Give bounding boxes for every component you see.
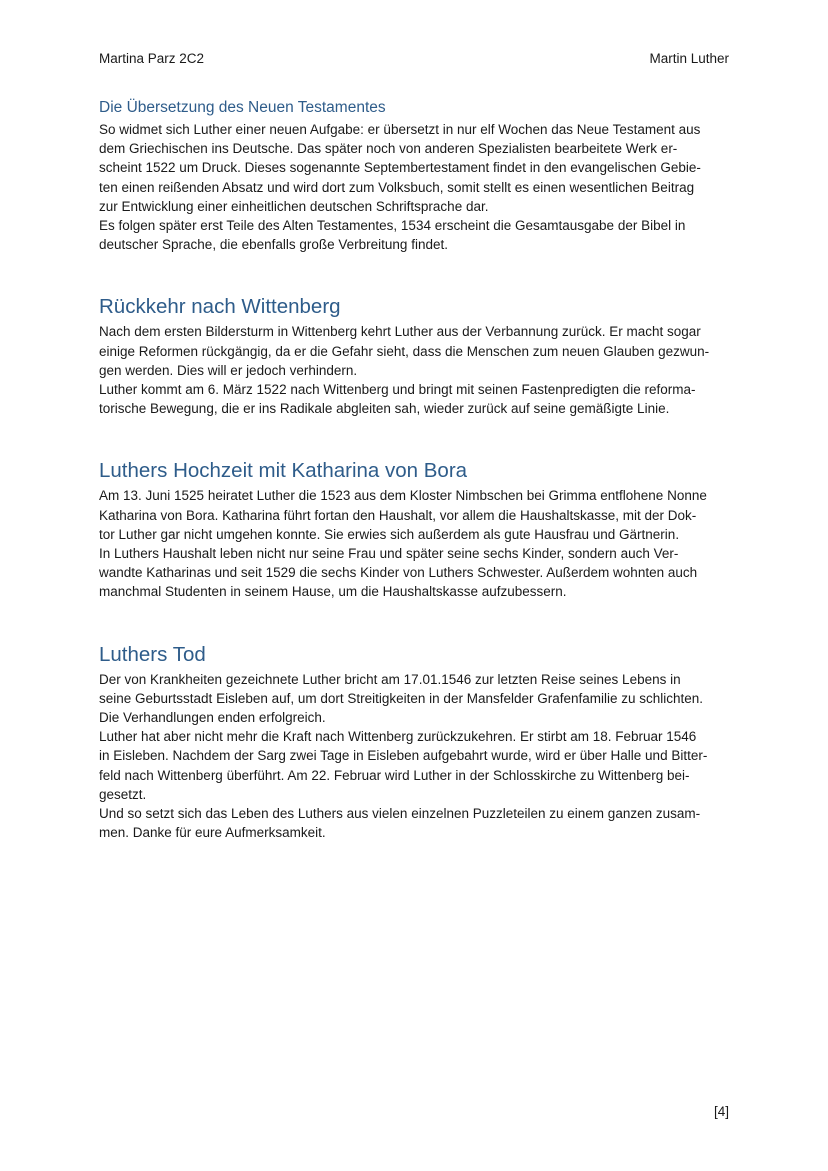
text-line: Die Verhandlungen enden erfolgreich.: [99, 710, 326, 726]
text-line: Luther hat aber nicht mehr die Kraft nach Wittenberg zurückzukehren. Er stirbt am 18. Februar 1546: [99, 729, 697, 745]
text-line: seine Geburtsstadt Eisleben auf, um dort Streitigkeiten in der Mansfelder Grafenfamilie zu schlichten.: [99, 690, 704, 706]
text-line: Luther kommt am 6. März 1522 nach Wittenberg und bringt mit seinen Fastenpredigten die reforma-: [99, 382, 696, 398]
section-heading: Luthers Tod: [99, 642, 206, 666]
text-line: men. Danke für eure Aufmerksamkeit.: [99, 825, 326, 841]
text-line: gesetzt.: [99, 786, 147, 802]
text-line: torische Bewegung, die er ins Radikale abgleiten sah, wieder zurück auf seine gemäßigte Linie.: [99, 401, 670, 417]
section-text: [99, 322, 731, 418]
section-text: [99, 486, 731, 601]
section-uebersetzung: [99, 98, 731, 254]
section-text: [99, 670, 731, 843]
text-line: ten einen reißenden Absatz und wird dort zum Volksbuch, somit stellt es einen wesentlichen Beitrag: [99, 179, 695, 195]
section-heading: Die Übersetzung des Neuen Testamentes: [99, 99, 386, 116]
text-line: Der von Krankheiten gezeichnete Luther bricht am 17.01.1546 zur letzten Reise seines Lebens in: [99, 671, 681, 687]
page-number: [4]: [713, 1104, 729, 1119]
text-line: Es folgen später erst Teile des Alten Testamentes, 1534 erscheint die Gesamtausgabe der Bibel in: [99, 218, 686, 234]
text-line: In Luthers Haushalt leben nicht nur seine Frau und später seine sechs Kinder, sondern auch Ver-: [99, 546, 679, 562]
text-line: in Eisleben. Nachdem der Sarg zwei Tage in Eisleben aufgebahrt wurde, wird er über Halle und Bitter-: [99, 748, 708, 764]
section-heading: Luthers Hochzeit mit Katharina von Bora: [99, 459, 468, 483]
text-line: zur Entwicklung einer einheitlichen deutschen Schriftsprache dar.: [99, 198, 489, 214]
text-line: gen werden. Dies will er jedoch verhindern.: [99, 362, 358, 378]
text-line: dem Griechischen ins Deutsche. Das später noch von anderen Spezialisten bearbeitete Werk er-: [99, 141, 678, 157]
text-line: scheint 1522 um Druck. Dieses sogenannte Septembertestament findet in den evangelischen Gebie-: [99, 160, 701, 176]
text-line: feld nach Wittenberg überführt. Am 22. Februar wird Luther in der Schlosskirche zu Wittenberg bei-: [99, 767, 690, 783]
text-line: Am 13. Juni 1525 heiratet Luther die 1523 aus dem Kloster Nimbschen bei Grimma entflohene Nonne: [99, 488, 707, 504]
header-author: Martina Parz 2C2: [99, 51, 205, 66]
text-line: So widmet sich Luther einer neuen Aufgabe: er übersetzt in nur elf Wochen das Neue Testament aus: [99, 122, 701, 137]
text-line: deutscher Sprache, die ebenfalls große Verbreitung findet.: [99, 237, 448, 253]
section-tod: [99, 642, 731, 843]
header-topic: Martin Luther: [649, 51, 729, 66]
text-line: Nach dem ersten Bildersturm in Wittenberg kehrt Luther aus der Verbannung zurück. Er macht sogar: [99, 324, 701, 340]
section-rueckkehr: [99, 294, 731, 418]
document-body: [99, 98, 731, 842]
section-hochzeit: [99, 458, 731, 601]
text-line: manchmal Studenten in seinem Hause, um die Haushaltskasse aufzubessern.: [99, 584, 567, 600]
text-line: Und so setzt sich das Leben des Luthers aus vielen einzelnen Puzzleteilen zu einem ganzen zusam-: [99, 806, 701, 822]
text-line: wandte Katharinas und seit 1529 die sechs Kinder von Luthers Schwester. Außerdem wohnten auch: [99, 565, 698, 581]
section-text: [99, 120, 731, 254]
section-heading: Rückkehr nach Wittenberg: [99, 295, 341, 319]
text-line: tor Luther gar nicht umgehen konnte. Sie erwies sich außerdem als gute Hausfrau und Gärtnerin.: [99, 526, 680, 542]
text-line: einige Reformen rückgängig, da er die Gefahr sieht, dass die Menschen zum neuen Glauben gezwun-: [99, 343, 710, 359]
text-line: Katharina von Bora. Katharina führt fortan den Haushalt, vor allem die Haushaltskasse, mit der Dok-: [99, 507, 697, 523]
